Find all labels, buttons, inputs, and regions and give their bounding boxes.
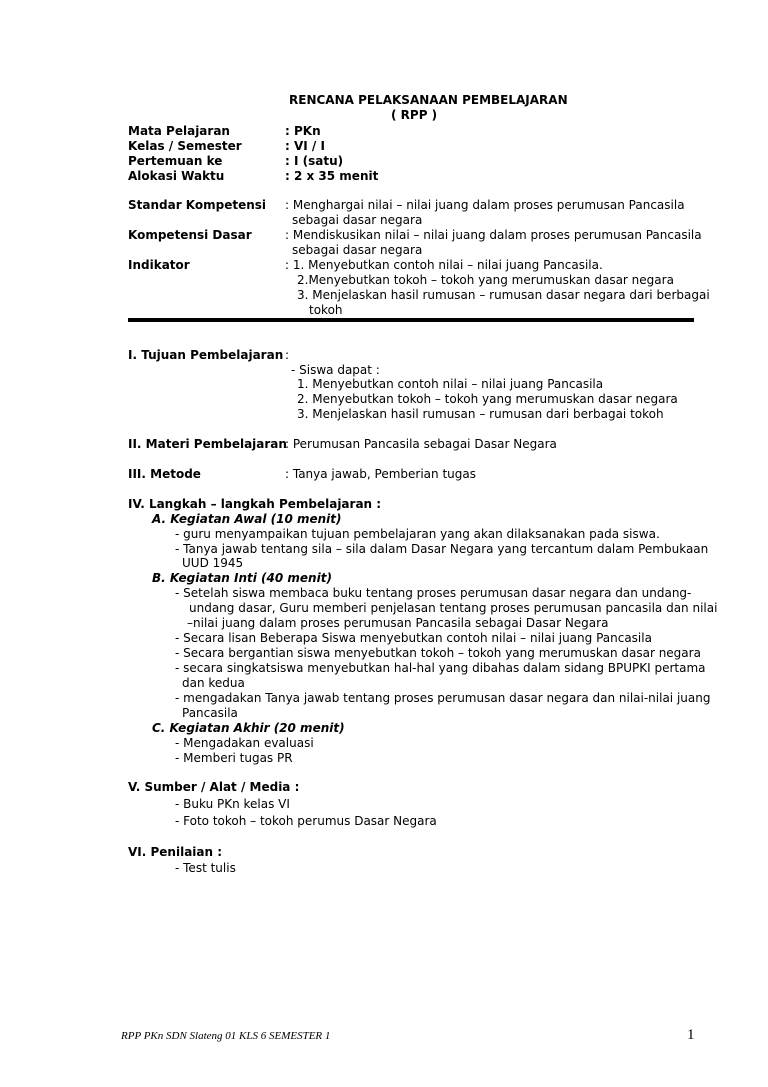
page-footer: RPP PKn SDN Slateng 01 KLS 6 SEMESTER 1 <box>121 1030 331 1042</box>
sumber-label: V. Sumber / Alat / Media : <box>128 780 300 794</box>
kegiatan-awal-line: UUD 1945 <box>182 556 244 570</box>
kegiatan-inti-line: - Setelah siswa membaca buku tentang proses perumusan dasar negara dan undang- <box>175 586 692 600</box>
kd-line: sebagai dasar negara <box>292 243 423 257</box>
metode-value: : Tanya jawab, Pemberian tugas <box>285 467 476 481</box>
info-value-alokasi: : 2 x 35 menit <box>285 169 379 183</box>
kegiatan-awal-title: A. Kegiatan Awal (10 menit) <box>152 512 342 526</box>
penilaian-item: - Test tulis <box>175 861 236 875</box>
tujuan-item: 2. Menyebutkan tokoh – tokoh yang merumuskan dasar negara <box>297 392 678 406</box>
tujuan-label: I. Tujuan Pembelajaran <box>128 348 284 362</box>
kegiatan-akhir-line: - Mengadakan evaluasi <box>175 736 314 750</box>
kd-label: Kompetensi Dasar <box>128 228 252 242</box>
kegiatan-inti-line: Pancasila <box>182 706 238 720</box>
sk-label: Standar Kompetensi <box>128 198 267 212</box>
document-title: RENCANA PELAKSANAAN PEMBELAJARAN <box>289 93 568 107</box>
penilaian-label: VI. Penilaian : <box>128 845 223 859</box>
info-label-alokasi: Alokasi Waktu <box>128 169 225 183</box>
info-label-kelas: Kelas / Semester <box>128 139 242 153</box>
langkah-label: IV. Langkah – langkah Pembelajaran : <box>128 497 382 511</box>
kegiatan-akhir-line: - Memberi tugas PR <box>175 751 293 765</box>
kegiatan-inti-line: - Secara lisan Beberapa Siswa menyebutkan contoh nilai – nilai juang Pancasila <box>175 631 652 645</box>
indikator-label: Indikator <box>128 258 190 272</box>
tujuan-colon: : <box>285 348 290 362</box>
indikator-line: : 1. Menyebutkan contoh nilai – nilai juang Pancasila. <box>285 258 603 272</box>
kegiatan-akhir-title: C. Kegiatan Akhir (20 menit) <box>152 721 345 735</box>
sk-line: sebagai dasar negara <box>292 213 423 227</box>
kegiatan-inti-line: - mengadakan Tanya jawab tentang proses perumusan dasar negara dan nilai-nilai juang <box>175 691 711 705</box>
sk-line: : Menghargai nilai – nilai juang dalam proses perumusan Pancasila <box>285 198 685 212</box>
kegiatan-inti-line: undang dasar, Guru memberi penjelasan tentang proses perumusan pancasila dan nilai <box>189 601 718 615</box>
materi-label: II. Materi Pembelajaran <box>128 437 287 451</box>
info-label-pertemuan: Pertemuan ke <box>128 154 223 168</box>
tujuan-intro: - Siswa dapat : <box>291 363 380 377</box>
sumber-item: - Foto tokoh – tokoh perumus Dasar Negara <box>175 814 437 828</box>
kegiatan-inti-line: –nilai juang dalam proses perumusan Pancasila sebagai Dasar Negara <box>187 616 609 630</box>
info-value-mapel: : PKn <box>285 124 321 138</box>
kegiatan-inti-line: - Secara bergantian siswa menyebutkan tokoh – tokoh yang merumuskan dasar negara <box>175 646 701 660</box>
kegiatan-inti-line: dan kedua <box>182 676 245 690</box>
info-value-pertemuan: : I (satu) <box>285 154 344 168</box>
page-number: 1 <box>687 1027 695 1043</box>
kegiatan-inti-title: B. Kegiatan Inti (40 menit) <box>152 571 332 585</box>
info-label-mapel: Mata Pelajaran <box>128 124 230 138</box>
kegiatan-awal-line: - guru menyampaikan tujuan pembelajaran yang akan dilaksanakan pada siswa. <box>175 527 660 541</box>
indikator-line: 3. Menjelaskan hasil rumusan – rumusan dasar negara dari berbagai <box>297 288 710 302</box>
document-subtitle: ( RPP ) <box>391 108 438 122</box>
indikator-line: tokoh <box>309 303 343 317</box>
kd-line: : Mendiskusikan nilai – nilai juang dalam proses perumusan Pancasila <box>285 228 702 242</box>
kegiatan-inti-line: - secara singkatsiswa menyebutkan hal-hal yang dibahas dalam sidang BPUPKI pertama <box>175 661 706 675</box>
tujuan-item: 3. Menjelaskan hasil rumusan – rumusan dari berbagai tokoh <box>297 407 664 421</box>
section-divider <box>128 318 694 322</box>
materi-value: : Perumusan Pancasila sebagai Dasar Negara <box>285 437 557 451</box>
metode-label: III. Metode <box>128 467 201 481</box>
kegiatan-awal-line: - Tanya jawab tentang sila – sila dalam Dasar Negara yang tercantum dalam Pembukaan <box>175 542 709 556</box>
sumber-item: - Buku PKn kelas VI <box>175 797 290 811</box>
tujuan-item: 1. Menyebutkan contoh nilai – nilai juang Pancasila <box>297 377 604 391</box>
indikator-line: 2.Menyebutkan tokoh – tokoh yang merumuskan dasar negara <box>297 273 674 287</box>
info-value-kelas: : VI / I <box>285 139 325 153</box>
